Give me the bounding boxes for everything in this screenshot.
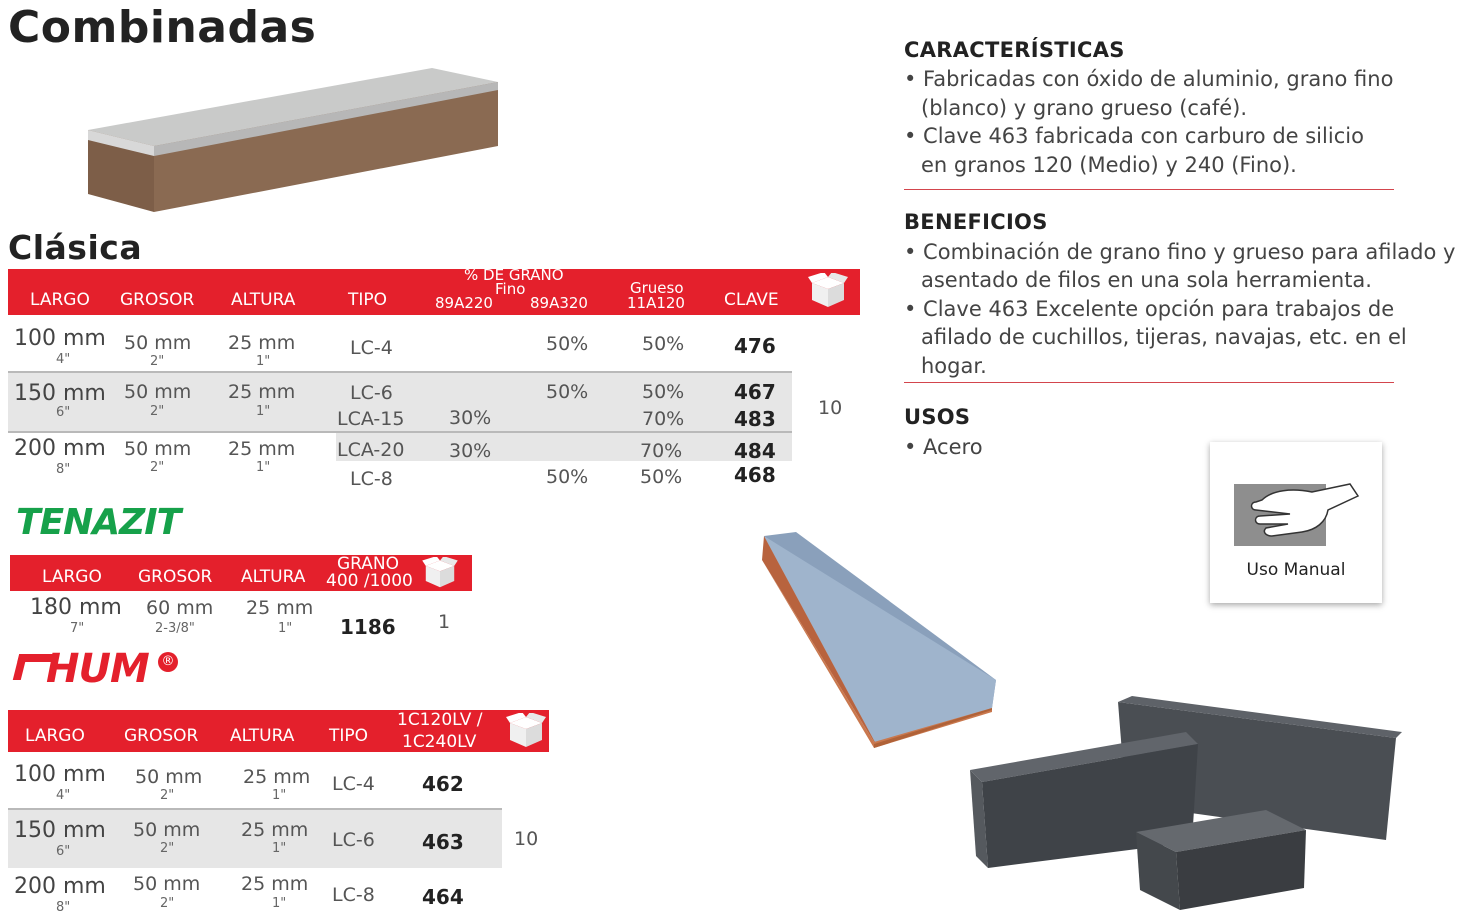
cell-tipo: LC-6 [350, 382, 393, 404]
col-largo: LARGO [42, 567, 102, 587]
cell-tipo: LC-4 [350, 337, 393, 359]
cell-largo: 100 mm [14, 762, 106, 787]
caracteristicas-line: (blanco) y grano grueso (café). [921, 96, 1248, 120]
col-grit-1: 1C120LV / [397, 710, 483, 730]
cell-largo: 100 mm [14, 326, 106, 351]
cell-grosor: 50 mm [124, 332, 192, 354]
row-separator [8, 371, 792, 373]
caracteristicas-line: en granos 120 (Medio) y 240 (Fino). [921, 153, 1297, 177]
col-grueso: Grueso [630, 279, 684, 297]
box-icon [506, 713, 546, 749]
cell-largo: 150 mm [14, 381, 106, 406]
caracteristicas-line: • Fabricadas con óxido de aluminio, grano fino [904, 67, 1394, 91]
cell-largo-in: 8" [56, 462, 71, 477]
hand-icon [1232, 470, 1362, 550]
tenazit-logo: TENAZIT [16, 502, 181, 543]
col-altura: ALTURA [230, 726, 295, 746]
col-89a320: 89A320 [530, 294, 588, 312]
cell-g3: 70% [640, 440, 683, 462]
col-grano-grit: 400 /1000 [326, 571, 413, 591]
cell-largo: 200 mm [14, 874, 106, 899]
cell-g2: 50% [546, 466, 589, 488]
cell-altura-in: 1" [272, 788, 287, 803]
cell-altura-in: 1" [278, 621, 293, 636]
beneficios-line: afilado de cuchillos, tijeras, navajas, etc. en el [921, 325, 1407, 349]
col-largo: LARGO [25, 726, 85, 746]
uso-manual-card [1210, 442, 1382, 603]
col-fino: Fino [495, 280, 526, 298]
beneficios-line: asentado de filos en una sola herramienta. [921, 268, 1372, 292]
caracteristicas-heading: CARACTERÍSTICAS [904, 38, 1125, 62]
cell-altura: 25 mm [241, 819, 309, 841]
col-tipo: TIPO [348, 290, 388, 310]
cell-grosor-in: 2" [160, 896, 175, 911]
cell-altura-in: 1" [256, 404, 271, 419]
cell-g1: 30% [449, 440, 492, 462]
cell-altura-in: 1" [272, 841, 287, 856]
cell-tipo: LC-6 [332, 829, 375, 851]
cell-largo-in: 6" [56, 405, 71, 420]
box-qty: 10 [514, 828, 539, 850]
box-qty: 10 [818, 397, 843, 419]
caracteristicas-line: • Clave 463 fabricada con carburo de silicio [904, 124, 1364, 148]
cell-largo: 150 mm [14, 818, 106, 843]
row-separator [8, 808, 502, 810]
usos-line: • Acero [904, 435, 983, 459]
cell-g1: 30% [449, 407, 492, 429]
cell-grosor: 50 mm [135, 766, 203, 788]
cell-altura-in: 1" [272, 896, 287, 911]
tenazit-table-header [10, 555, 472, 591]
hum-logo: HUM ® [14, 648, 184, 688]
cell-g2: 50% [546, 381, 589, 403]
cell-clave: 464 [422, 885, 464, 909]
cell-largo-in: 6" [56, 844, 71, 859]
box-qty: 1 [438, 611, 451, 633]
cell-altura: 25 mm [241, 873, 309, 895]
cell-clave: 463 [422, 830, 464, 854]
uso-manual-label: Uso Manual [1246, 560, 1346, 580]
cell-altura: 25 mm [228, 332, 296, 354]
cell-largo-in: 4" [56, 788, 71, 803]
col-89a220: 89A220 [435, 294, 493, 312]
col-altura: ALTURA [241, 567, 306, 587]
cell-tipo: LC-4 [332, 773, 375, 795]
cell-tipo: LC-8 [350, 468, 393, 490]
cell-tipo: LCA-20 [337, 439, 405, 461]
cell-tipo: LCA-15 [337, 408, 405, 430]
cell-largo-in: 8" [56, 900, 71, 915]
beneficios-line: • Clave 463 Excelente opción para trabajos de [904, 297, 1395, 321]
col-grosor: GROSOR [120, 290, 195, 310]
beneficios-heading: BENEFICIOS [904, 210, 1048, 234]
hum-logo-text: HUM [46, 646, 149, 692]
cell-largo-in: 7" [70, 621, 85, 636]
cell-altura-in: 1" [256, 460, 271, 475]
combination-stone-image [80, 60, 510, 220]
section-divider [904, 189, 1394, 190]
cell-clave: 1186 [340, 615, 396, 639]
cell-tipo: LC-8 [332, 884, 375, 906]
cell-grosor-in: 2" [160, 841, 175, 856]
beneficios-line: • Combinación de grano fino y grueso para afilado y [904, 240, 1456, 264]
cell-g3: 50% [642, 333, 685, 355]
cell-g3: 50% [642, 381, 685, 403]
col-grosor: GROSOR [138, 567, 213, 587]
cell-clave: 484 [734, 439, 776, 463]
cell-altura: 25 mm [228, 438, 296, 460]
cell-grosor: 50 mm [133, 873, 201, 895]
col-grano-pct: % DE GRANO [464, 266, 564, 284]
cell-g2: 50% [546, 333, 589, 355]
col-tipo: TIPO [329, 726, 369, 746]
cell-grosor-in: 2" [150, 460, 165, 475]
cell-grosor-in: 2" [160, 788, 175, 803]
silicon-carbide-stones-image [966, 692, 1406, 916]
page-title: Combinadas [8, 2, 317, 53]
cell-grosor: 50 mm [124, 381, 192, 403]
box-icon [422, 557, 458, 589]
col-grano: GRANO [337, 554, 400, 574]
cell-clave: 468 [734, 463, 776, 487]
col-altura: ALTURA [231, 290, 296, 310]
cell-altura: 25 mm [228, 381, 296, 403]
cell-g3: 50% [640, 466, 683, 488]
cell-grosor-in: 2" [150, 354, 165, 369]
col-11a120: 11A120 [627, 294, 685, 312]
section-title-clasica: Clásica [8, 228, 143, 267]
cell-grosor-in: 2-3/8" [155, 621, 195, 636]
cell-clave: 483 [734, 407, 776, 431]
beneficios-line: hogar. [921, 354, 987, 378]
box-icon [808, 273, 848, 309]
cell-grosor: 60 mm [146, 597, 214, 619]
usos-heading: USOS [904, 405, 971, 429]
clasica-table-header [8, 266, 860, 315]
cell-altura: 25 mm [246, 597, 314, 619]
col-grit-2: 1C240LV [402, 732, 477, 752]
cell-clave: 462 [422, 772, 464, 796]
cell-clave: 467 [734, 380, 776, 404]
cell-grosor-in: 2" [150, 404, 165, 419]
cell-largo-in: 4" [56, 352, 71, 367]
cell-largo: 200 mm [14, 436, 106, 461]
cell-altura-in: 1" [256, 354, 271, 369]
hum-table-header [8, 710, 549, 752]
col-clave: CLAVE [724, 290, 779, 310]
cell-g3: 70% [642, 408, 685, 430]
cell-largo: 180 mm [30, 595, 122, 620]
col-grosor: GROSOR [124, 726, 199, 746]
cell-grosor: 50 mm [133, 819, 201, 841]
cell-grosor: 50 mm [124, 438, 192, 460]
cell-clave: 476 [734, 334, 776, 358]
section-divider [904, 382, 1394, 383]
col-largo: LARGO [30, 290, 90, 310]
cell-altura: 25 mm [243, 766, 311, 788]
